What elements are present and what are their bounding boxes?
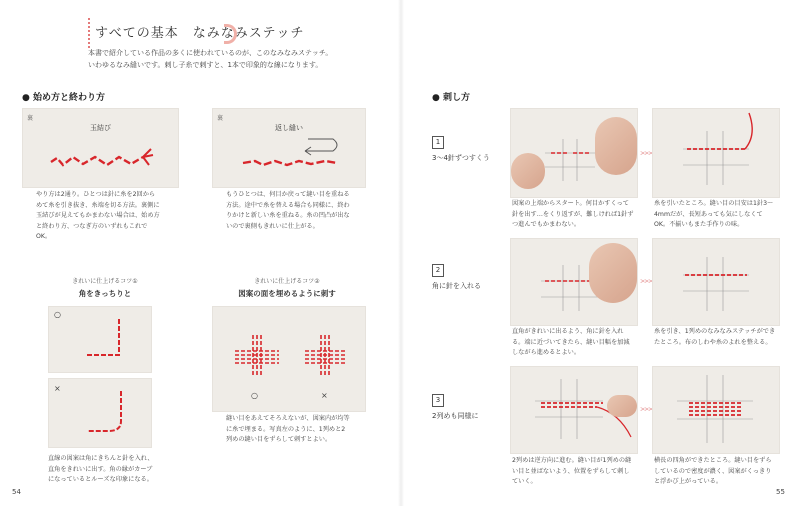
photo-backstitch [212,108,366,188]
bad-mark: × [54,384,61,393]
backstitch-illustration [213,109,365,187]
knot-thread-illustration [23,109,178,187]
hand-left [511,153,545,189]
step-label-2: 角に針を入れる [432,282,481,290]
photo-step2-a [510,238,638,326]
step-number-1: 1 [432,136,444,149]
arrow-icon: >>> [640,278,653,285]
text-corner-tip: 直線の図案は角にきちんと針を入れ、直角をきれいに出す。角の縁がカーブになっているとルーズな印象になる。 [48,455,154,483]
photo-corner-bad [48,378,152,448]
step-number-3: 3 [432,394,444,407]
step3-b-pattern [653,367,779,453]
photo-tag: 裏 [217,115,224,122]
section-heading-how-to: ● 刺し方 [432,93,470,103]
intro-text [88,47,348,71]
hand-right [595,117,637,175]
photo-tag: 裏 [27,115,34,122]
step2-b-pattern [653,239,779,325]
text-step2-a: 直角がきれいに出るよう、角に針を入れる。端に近づいてきたら、縫い目幅を加減しながら進めるとよい。 [512,328,630,356]
page-number-left: 54 [12,488,21,496]
step-number-2: 2 [432,264,444,277]
tip2-small: きれいに仕上げるコツ② [254,278,320,285]
text-step1-a: 図案の上端からスタート。何目かすくって針を出す…をくり返すが、難しければ1針ずつ進んでもかまわない。 [512,200,634,228]
corner-good-illustration [49,307,151,372]
tip1-small: きれいに仕上げるコツ① [72,278,138,285]
photo-fill-pattern [212,306,366,412]
tip1-heading: 角をきっちりと [78,289,132,298]
arrow-icon: >>> [640,150,653,157]
intro-line-1: 本書で紹介している作品の多くに使われているのが、このなみなみステッチ。 [88,49,333,57]
tip2-heading: 図案の面を埋めるように刺す [238,289,336,298]
step-label-3: 2列めも同様に [432,412,479,420]
text-fill-tip: 縫い目をあえてそろえないが、図案内が均等に糸で埋まる。写真左のように、1列めと2列めの縫い目をずらして刺すとよい。 [226,415,350,443]
hand-right [607,395,637,417]
section-heading-start-end: ● 始め方と終わり方 [22,93,105,103]
photo-step2-b [652,238,780,326]
photo-knot [22,108,179,188]
photo-corner-good [48,306,152,373]
text-step2-b: 糸を引き、1列めのなみなみステッチができたところ。布のしわや糸のよれを整える。 [654,328,776,346]
photo-step1-b [652,108,780,198]
good-mark: ○ [54,310,61,319]
photo-label: 玉結び [90,124,111,132]
text-step3-b: 横長の四角ができたところ。縫い目をずらしているので密度が濃く、図案がくっきりと浮かび上がっている。 [654,457,772,485]
fill-pattern-illustration [213,307,365,411]
text-knot-method: やり方は2通り。ひとつは針に糸を2回からめて糸を引き抜き、糸端を切る方法。裏側に玉結びが見えてもかまわない場合は、始め方と終わり方、つなぎ方のいずれもこれでOK。 [36,191,160,240]
good-mark: ○ [251,391,258,400]
photo-label: 返し縫い [275,124,303,132]
photo-step3-b [652,366,780,454]
hand-right [589,243,637,303]
bad-mark: × [321,391,328,400]
text-backstitch-method: もうひとつは、何目か戻って縫い目を重ねる方法。途中で糸を替える場合も同様に、終わりかけと新しい糸を重ねる。糸の凹凸が出ないので裏側もきれいに仕上がる。 [226,191,350,230]
photo-step1-a [510,108,638,198]
corner-bad-illustration [49,379,151,447]
step1-b-pattern [653,109,779,197]
title-dot-line [88,18,92,48]
intro-line-2: いわゆるなみ縫いです。刺し子糸で刺すと、1本で印象的な線になります。 [88,61,323,69]
page-number-right: 55 [776,488,785,496]
text-step1-b: 糸を引いたところ。縫い目の目安は1針3～4mmだが、長短あっても気にしなくてOK。不揃いもまた手作りの味。 [654,200,774,228]
arrow-icon: >>> [640,406,653,413]
page-gutter [398,0,404,506]
page-title: すべての基本 なみなみステッチ [95,26,305,41]
text-step3-a: 2列めは逆方向に進む。縫い目が1列めの縫い目と並ばないよう、位置をずらして刺していく。 [512,457,632,485]
step-label-1: 3～4針ずつすくう [432,154,490,162]
photo-step3-a [510,366,638,454]
